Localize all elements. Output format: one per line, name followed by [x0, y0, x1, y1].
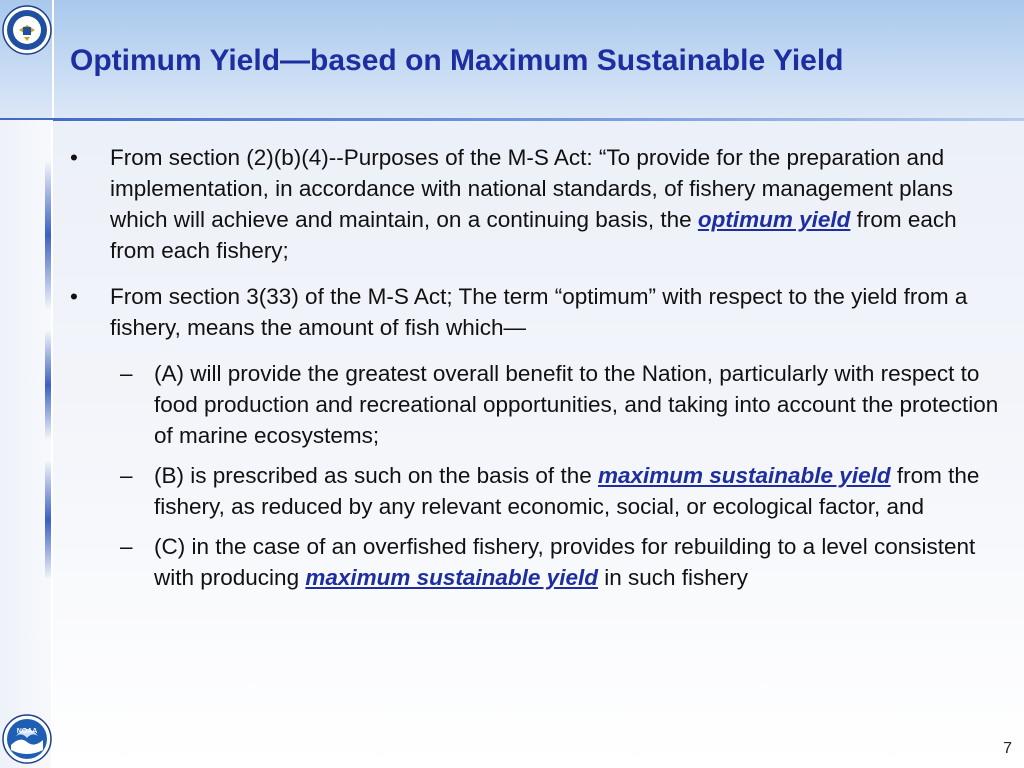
bullet-text: From section 3(33) of the M-S Act; The term “optimum” with respect to the yield from a fishery, means the amount of fish which—	[110, 284, 968, 340]
dash-marker: –	[120, 361, 133, 386]
rail-accent	[45, 330, 51, 440]
header-rule	[0, 118, 1024, 121]
sub-bullet-item	[70, 460, 1005, 522]
emphasis-text: optimum yield	[697, 207, 851, 232]
left-rail	[0, 120, 52, 768]
bullet-item	[70, 142, 1005, 266]
dash-marker: –	[120, 463, 133, 488]
sub-bullet-text: (A) will provide the greatest overall benefit to the Nation, particularly with respect to food production and recreational opportunities, and taking into account the protection of marine ecosystems;	[154, 361, 999, 448]
rail-accent	[45, 160, 51, 310]
bullet-item	[70, 281, 1005, 343]
rail-accent	[45, 460, 51, 580]
doc-seal-icon	[2, 5, 52, 55]
bullet-text: from each from each fishery;	[110, 207, 957, 263]
bullet-marker: •	[70, 284, 78, 309]
sub-bullet-text: (C) in the case of an overfished fishery, provides for rebuilding to a level consistent with producing	[154, 534, 976, 590]
sub-bullet-text: (B) is prescribed as such on the basis of the	[154, 463, 598, 488]
slide-content	[70, 142, 1005, 602]
emphasis-text: maximum sustainable yield	[305, 565, 598, 590]
bullet-text: From section (2)(b)(4)--Purposes of the M-S Act: “To provide for the preparation and implementation, in accordance with national standards, of fishery management plans which will achieve and maintain, on a continuing basis, the	[110, 145, 953, 232]
rail-line	[51, 120, 53, 768]
dash-marker: –	[120, 534, 133, 559]
noaa-logo-icon	[2, 714, 52, 764]
bullet-marker: •	[70, 145, 78, 170]
header-divider	[52, 0, 54, 120]
emphasis-text: maximum sustainable yield	[597, 463, 891, 488]
sub-bullet-item	[70, 531, 1005, 593]
page-number: 7	[1003, 740, 1012, 757]
sub-bullet-text: from the fishery, as reduced by any relevant economic, social, or ecological factor, and	[154, 463, 980, 519]
slide-title: Optimum Yield—based on Maximum Sustainable Yield	[70, 44, 844, 77]
noaa-logo-text: NOAA	[16, 728, 38, 735]
sub-bullet-item	[70, 358, 1005, 451]
sub-bullet-text: in such fishery	[597, 565, 749, 590]
